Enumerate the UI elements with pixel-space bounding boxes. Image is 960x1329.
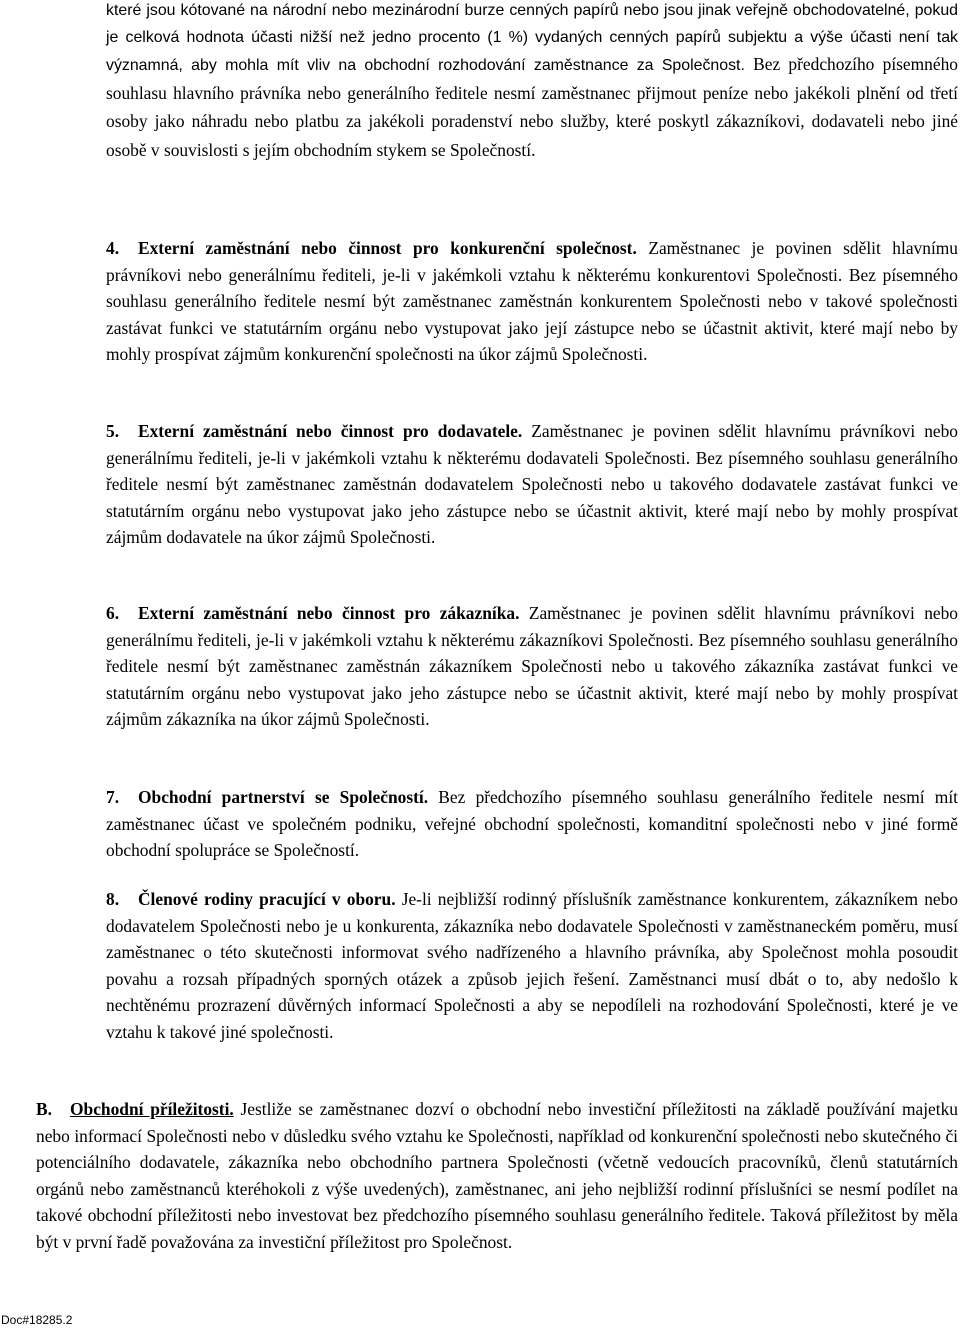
section-6 — [106, 600, 958, 733]
section-4 — [106, 235, 958, 368]
section-heading: Externí zaměstnání nebo činnost pro zákazníka. — [138, 603, 520, 623]
section-heading: Externí zaměstnání nebo činnost pro dodavatele. — [138, 421, 523, 441]
section-5 — [106, 418, 958, 551]
section-body: Zaměstnanec je povinen sdělit hlavnímu právníkovi nebo generálnímu řediteli, je-li v jakémkoli vztahu k některému dodavateli Společnosti. Bez písemného souhlasu generálního ředitele nesmí být zaměstnanec zaměstnán dodavatelem Společnosti nebo u takového dodavatele zastávat funkci ve statutárním orgánu nebo vystupovat jako jeho zástupce nebo se účastnit aktivit, které mají nebo by mohly prospívat zájmům dodavatele na úkor zájmů Společnosti. — [106, 421, 959, 547]
section-body: Zaměstnanec je povinen sdělit hlavnímu právníkovi nebo generálnímu řediteli, je-li v jakémkoli vztahu k některému zákazníkovi Společnosti. Bez písemného souhlasu generálního ředitele nesmí být zaměstnanec zaměstnán zákazníkem Společnosti nebo u takového zákazníka zastávat funkci ve statutárním orgánu nebo vystupovat jako jeho zástupce nebo se účastnit aktivit, které mají nebo by mohly prospívat zájmům zákazníka na úkor zájmů Společnosti. — [106, 603, 959, 729]
document-id: Doc#18285.2 — [1, 1313, 73, 1327]
section-number: 5. — [106, 421, 120, 441]
section-body: Bez předchozího písemného souhlasu generálního ředitele nesmí mít zaměstnanec účast ve společném podniku, veřejné obchodní společnosti, komanditní společnosti nebo v jiné formě obchodní spolupráce se Společností. — [106, 787, 958, 860]
paragraph-intro — [106, 0, 958, 165]
section-body: Jestliže se zaměstnanec dozví o obchodní nebo investiční příležitosti na základě používání majetku nebo informací Společnosti nebo v důsledku svého vztahu ke Společnosti, například od konkurenční společnosti nebo skutečného či potenciálního dodavatele, zákazníka nebo obchodního partnera Společnosti (včetně vedoucích pracovníků, členů statutárních orgánů nebo zaměstnanců kteréhokoli z výše uvedených), zaměstnanec, ani jeho nejbližší rodinní příslušníci se nesmí podílet na takové obchodní příležitosti nebo investovat bez předchozího písemného souhlasu generálního ředitele. Taková příležitost by měla být v první řadě považována za investiční příležitost pro Společnost. — [36, 1099, 958, 1252]
section-heading: Obchodní partnerství se Společností. — [138, 787, 429, 807]
intro-serif-text: Bez předchozího písemného souhlasu hlavního právníka nebo generálního ředitele nesmí zaměstnanec přijmout peníze nebo jakékoli plnění od třetí osoby jako náhradu nebo platbu za jakékoli poradenství nebo služby, které poskytl zákazníkovi, dodavateli nebo jiné osobě v souvislosti s jejím obchodním stykem se Společností. — [106, 54, 958, 160]
section-letter: B. — [36, 1099, 52, 1119]
section-body: Zaměstnanec je povinen sdělit hlavnímu právníkovi nebo generálnímu řediteli, je-li v jakémkoli vztahu k některému konkurentovi Společnosti. Bez písemného souhlasu generálního ředitele nesmí být zaměstnanec zaměstnán konkurentem Společnosti nebo v takové společnosti zastávat funkci ve statutárním orgánu nebo vystupovat jako její zástupce nebo se účastnit aktivit, které mají nebo by mohly prospívat zájmům konkurenční společnosti na úkor zájmů Společnosti. — [106, 238, 958, 364]
section-7 — [106, 784, 958, 864]
section-heading: Obchodní příležitosti. — [70, 1099, 234, 1119]
section-number: 6. — [106, 603, 120, 623]
section-b — [36, 1096, 958, 1255]
section-body: Je-li nejbližší rodinný příslušník zaměstnance konkurentem, zákazníkem nebo dodavatelem Společnosti nebo je u konkurenta, zákazníka nebo dodavatele Společnosti v zaměstnaneckém poměru, musí zaměstnanec o této skutečnosti informovat svého nadřízeného a hlavního právníka, aby Společnost mohla posoudit povahu a rozsah případných sporných otázek a způsob jejich řešení. Zaměstnanci musí dbát o to, aby nedošlo k nechtěnému prozrazení důvěrných informací Společnosti a aby se nepodíleli na rozhodování Společnosti, které je ve vztahu k takové jiné společnosti. — [106, 889, 958, 1042]
section-number: 4. — [106, 238, 120, 258]
section-heading: Externí zaměstnání nebo činnost pro konkurenční společnost. — [138, 238, 637, 258]
section-number: 8. — [106, 889, 120, 909]
section-heading: Členové rodiny pracující v oboru. — [138, 889, 396, 909]
section-number: 7. — [106, 787, 120, 807]
section-8 — [106, 886, 958, 1045]
intro-sans-text: které jsou kótované na národní nebo mezinárodní burze cenných papírů nebo jsou jinak veřejně obchodovatelné, pokud je celková hodnota účasti nižší než jedno procento (1 %) vydaných cenných papírů subjektu a výše účasti není tak významná, aby mohla mít vliv na obchodní rozhodování zaměstnance za Společnost. — [106, 2, 958, 74]
